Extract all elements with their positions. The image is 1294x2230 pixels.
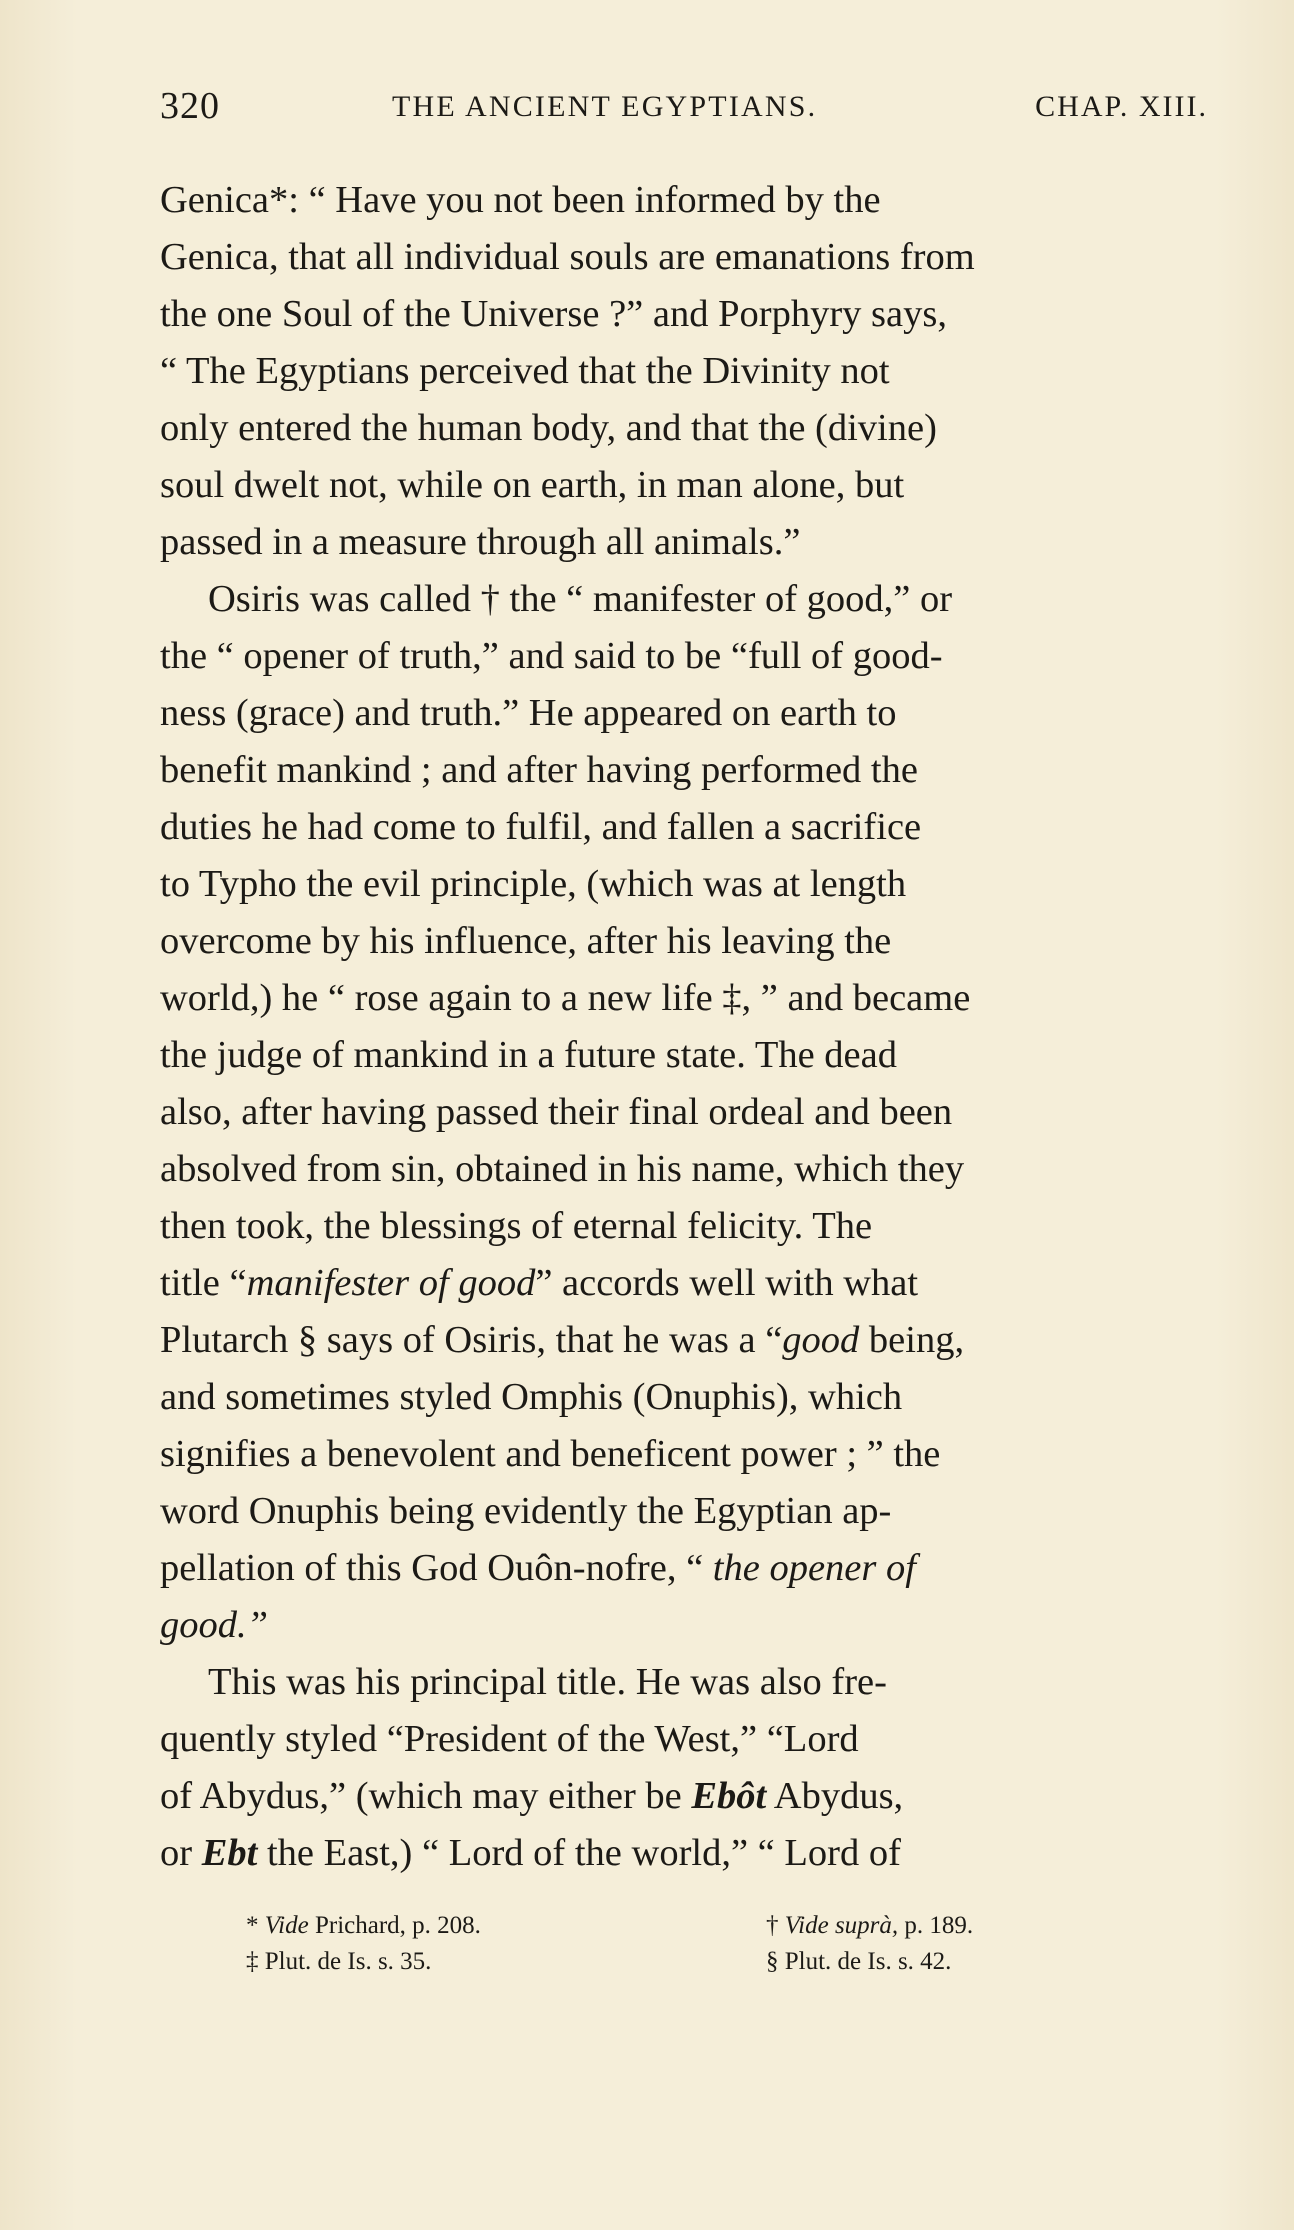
footnote-marker: * bbox=[246, 1912, 265, 1939]
text-line: duties he had come to fulfil, and fallen a sacrifice bbox=[160, 806, 922, 848]
footnote-italic: Vide bbox=[264, 1912, 309, 1939]
running-title: THE ANCIENT EGYPTIANS. bbox=[392, 90, 818, 123]
text-line: Genica, that all individual souls are emanations from bbox=[160, 236, 975, 278]
text-line: Osiris was called † the “ manifester of good,” or bbox=[208, 578, 953, 620]
text-run: the East,) “ Lord of the world,” “ Lord of bbox=[257, 1832, 901, 1874]
text-run: pellation of this God Ouôn-nofre, “ bbox=[160, 1547, 713, 1589]
text-line: also, after having passed their final ordeal and been bbox=[160, 1091, 953, 1133]
text-line bbox=[160, 1255, 1208, 1312]
text-line: ness (grace) and truth.” He appeared on earth to bbox=[160, 692, 897, 734]
bold-italic-word: Ebôt bbox=[691, 1775, 767, 1817]
text-line: and sometimes styled Omphis (Onuphis), which bbox=[160, 1376, 903, 1418]
running-head bbox=[160, 84, 1208, 134]
italic-word: good bbox=[782, 1319, 860, 1361]
text-run: title “ bbox=[160, 1262, 247, 1304]
footnote-text: Prichard, p. 208. bbox=[308, 1912, 481, 1939]
text-line: quently styled “President of the West,” “Lord bbox=[160, 1718, 859, 1760]
chapter-label: CHAP. XIII. bbox=[1035, 90, 1208, 123]
footnote bbox=[766, 1908, 973, 1944]
text-line: the judge of mankind in a future state. The dead bbox=[160, 1034, 897, 1076]
text-line: the “ opener of truth,” and said to be “full of good- bbox=[160, 635, 943, 677]
text-run: of Abydus,” (which may either be bbox=[160, 1775, 692, 1817]
footnote-marker: † bbox=[766, 1912, 785, 1939]
italic-phrase: manifester of good bbox=[246, 1262, 536, 1304]
text-line: then took, the blessings of eternal felicity. The bbox=[160, 1205, 873, 1247]
text-line: “ The Egyptians perceived that the Divinity not bbox=[160, 350, 890, 392]
footnote-text: p. 189. bbox=[898, 1912, 974, 1939]
text-run: ” accords well with what bbox=[535, 1262, 919, 1304]
text-line: the one Soul of the Universe ?” and Porphyry says, bbox=[160, 293, 947, 335]
text-line: good.” bbox=[160, 1604, 269, 1646]
text-line bbox=[160, 1825, 1208, 1882]
page-number: 320 bbox=[160, 85, 220, 127]
text-line: Genica*: “ Have you not been informed by the bbox=[160, 179, 881, 221]
text-line: This was his principal title. He was also fre- bbox=[208, 1661, 887, 1703]
text-line bbox=[160, 1768, 1208, 1825]
text-line: soul dwelt not, while on earth, in man alone, but bbox=[160, 464, 905, 506]
text-line: word Onuphis being evidently the Egyptian ap- bbox=[160, 1490, 892, 1532]
text-run: Plutarch § says of Osiris, that he was a “ bbox=[160, 1319, 783, 1361]
bold-italic-word: Ebt bbox=[201, 1832, 258, 1874]
footnote bbox=[246, 1908, 481, 1944]
text-line: to Typho the evil principle, (which was at length bbox=[160, 863, 907, 905]
footnote-italic: Vide suprà, bbox=[784, 1912, 899, 1939]
text-line: only entered the human body, and that the (divine) bbox=[160, 407, 937, 449]
footnote: ‡ Plut. de Is. s. 35. bbox=[246, 1948, 432, 1975]
text-line: world,) he “ rose again to a new life ‡, ” and became bbox=[160, 977, 971, 1019]
text-run: or bbox=[160, 1832, 202, 1874]
text-line: benefit mankind ; and after having performed the bbox=[160, 749, 918, 791]
footnote: § Plut. de Is. s. 42. bbox=[766, 1948, 952, 1975]
italic-phrase: the opener of bbox=[712, 1547, 916, 1589]
text-line: passed in a measure through all animals.” bbox=[160, 521, 801, 563]
text-line bbox=[160, 1312, 1208, 1369]
text-line bbox=[160, 1540, 1208, 1597]
text-run: being, bbox=[859, 1319, 965, 1361]
text-line: signifies a benevolent and beneficent power ; ” the bbox=[160, 1433, 941, 1475]
body-text bbox=[160, 172, 1208, 1882]
text-run: Abydus, bbox=[766, 1775, 904, 1817]
text-line: absolved from sin, obtained in his name, which they bbox=[160, 1148, 965, 1190]
text-line: overcome by his influence, after his leaving the bbox=[160, 920, 892, 962]
